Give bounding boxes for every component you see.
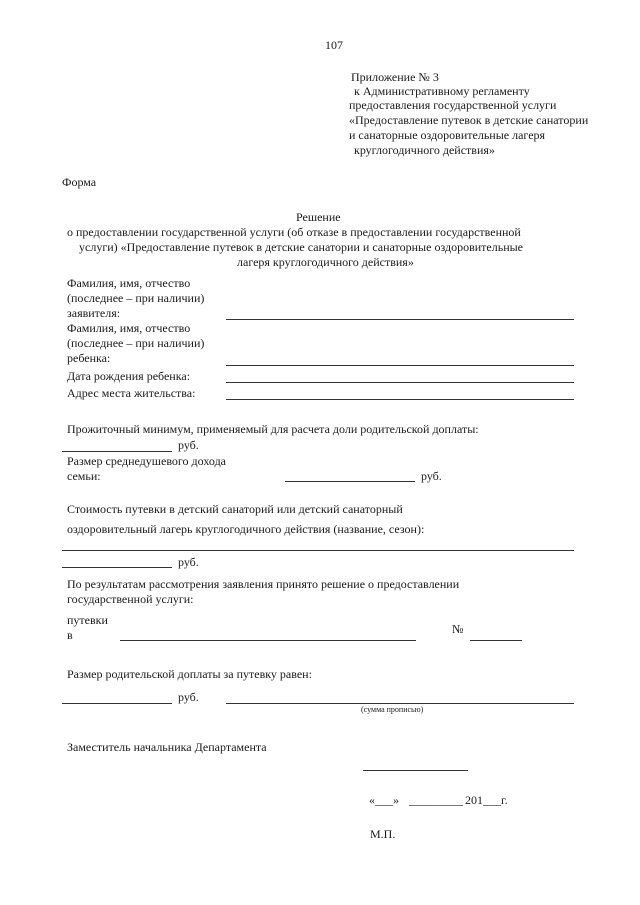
number-sign: № [452,622,464,636]
birthdate-label: Дата рождения ребенка: [67,369,191,383]
appendix-line-2: к Административному регламенту [354,84,530,98]
subtitle-line-2: услуги) «Предоставление путевок в детские санатории и санаторные оздоровительные [79,240,524,254]
date-day: «___» [369,793,399,807]
stamp-placeholder: М.П. [370,827,396,841]
date-month: _________ [409,793,463,807]
subtitle-line-3: лагеря круглогодичного действия» [237,255,414,269]
date-year: 201___г. [465,793,508,807]
copay-label: Размер родительской доплаты за путевку равен: [67,667,312,681]
child-name-label-2: (последнее – при наличии) [67,336,205,350]
income-unit: руб. [421,469,442,483]
income-field[interactable] [285,481,415,482]
copay-caption: (сумма прописью) [361,705,424,714]
voucher-number-field[interactable] [470,640,522,641]
form-label: Форма [62,175,97,189]
copay-words-field[interactable] [226,703,574,704]
applicant-name-label-1: Фамилия, имя, отчество [67,276,191,290]
child-name-field[interactable] [226,365,574,366]
copay-unit: руб. [178,690,199,704]
applicant-name-label-3: заявителя: [67,306,121,320]
voucher-label-1: путевки [67,613,108,627]
appendix-line-3: предоставления государственной услуги [349,98,557,112]
appendix-line-5: и санаторные оздоровительные лагеря [349,128,546,142]
document-title: Решение [296,210,341,224]
birthdate-field[interactable] [226,382,574,383]
subsistence-label: Прожиточный минимум, применяемый для расчета доли родительской доплаты: [67,422,479,436]
child-name-label-1: Фамилия, имя, отчество [67,321,191,335]
copay-field[interactable] [62,703,172,704]
applicant-name-label-2: (последнее – при наличии) [67,291,205,305]
appendix-line-4: «Предоставление путевок в детские санатории [349,113,589,127]
signature-field[interactable] [363,770,468,771]
address-label: Адрес места жительства: [67,386,196,400]
subtitle-line-1: о предоставлении государственной услуги (об отказе в предоставлении государственной [67,225,521,239]
voucher-cost-description-field[interactable] [62,550,574,551]
income-label-2: семьи: [67,469,101,483]
child-name-label-3: ребенка: [67,351,111,365]
applicant-name-field[interactable] [226,319,574,320]
income-label-1: Размер среднедушевого дохода [67,454,226,468]
subsistence-unit: руб. [178,438,199,452]
address-field[interactable] [226,399,574,400]
signatory-position: Заместитель начальника Департамента [67,740,267,754]
voucher-place-field[interactable] [120,640,416,641]
appendix-line-6: круглогодичного действия» [354,143,495,157]
voucher-cost-unit: руб. [178,555,199,569]
appendix-line-1: Приложение № 3 [351,70,439,84]
voucher-label-2: в [67,628,73,642]
voucher-cost-label-1: Стоимость путевки в детский санаторий или детский санаторный [67,502,403,516]
voucher-cost-field[interactable] [62,567,172,568]
decision-label-2: государственной услуги: [67,592,194,606]
voucher-cost-label-2: оздоровительный лагерь круглогодичного действия (название, сезон): [67,522,425,536]
page-number: 107 [325,38,343,52]
decision-label-1: По результатам рассмотрения заявления принято решение о предоставлении [67,577,460,591]
subsistence-field[interactable] [62,451,172,452]
